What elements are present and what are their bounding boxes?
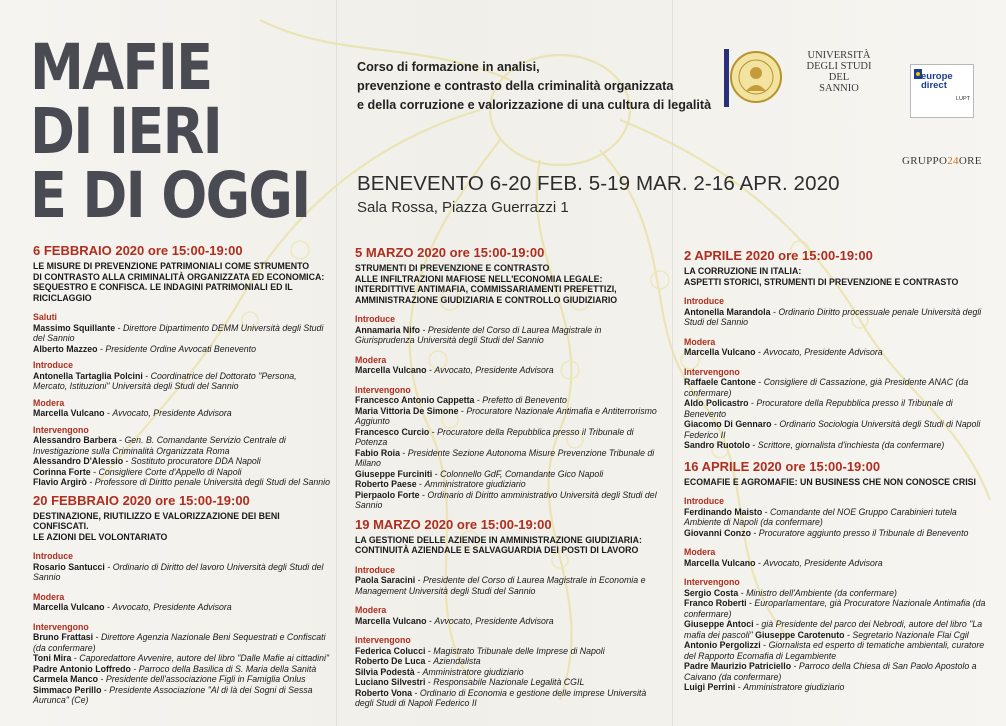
section-label: Intervengono bbox=[355, 384, 411, 395]
speaker: Roberto Vona - Ordinario di Economia e gestione delle imprese Università degli Studi di Napoli Federico II bbox=[355, 687, 647, 708]
speaker-role: Presidente Sezione Autonoma Misure Prevenzione Tribunale di Milano bbox=[355, 447, 655, 468]
topic-line: LE MISURE DI PREVENZIONE PATRIMONIALI COME STRUMENTO bbox=[33, 261, 310, 271]
session-date: 2 APRILE 2020 ore 15:00-19:00 bbox=[684, 248, 873, 263]
speaker-name: Aldo Policastro bbox=[684, 398, 749, 408]
speaker: Luigi Perrini - Amministratore giudiziario bbox=[684, 682, 845, 692]
speaker-name: Antonella Marandola bbox=[684, 306, 771, 317]
speaker-role: Parroco della Chiesa di San Paolo Apostolo a Caivano (da confermare) bbox=[684, 661, 977, 682]
speaker-name: Antonella Tartaglia Polcini bbox=[33, 370, 143, 381]
fold-line bbox=[336, 0, 337, 726]
session-date: 6 FEBBRAIO 2020 ore 15:00-19:00 bbox=[33, 243, 243, 258]
speaker-role: Avvocato, Presidente Advisora bbox=[112, 602, 232, 612]
speaker-role: Comandante del NOE Gruppo Carabinieri tutela Ambiente di Napoli (da confermare) bbox=[684, 506, 957, 527]
speaker-name: Roberto Vona bbox=[355, 687, 413, 698]
session-topic bbox=[684, 266, 989, 287]
speaker-name: Annamaria Nifo bbox=[355, 324, 421, 335]
speaker: Giuseppe Antoci - già Presidente del parco dei Nebrodi, autore del libro "La mafia dei pascoli" Giuseppe Carotenuto - Segretario Nazionale Flai Cgil bbox=[684, 619, 983, 640]
speaker-name: Roberto Paese bbox=[355, 479, 417, 489]
program-column-2 bbox=[355, 245, 660, 709]
speaker-name: Franco Roberti bbox=[684, 598, 747, 608]
speaker-role: Ordinario di Diritto del lavoro Università degli Studi del Sannio bbox=[33, 561, 324, 582]
speaker: Massimo Squillante - Direttore Dipartimento DEMM Università degli Studi del Sannio bbox=[33, 322, 324, 343]
speaker-name: Silvia Podestà bbox=[355, 666, 415, 677]
speaker: Antonio Pergolizzi - Giornalista ed esperto di tematiche ambientali, curatore del Rapporto Ecomafia di Legambiente bbox=[684, 640, 985, 661]
speaker: Marcella Vulcano - Avvocato, Presidente Advisora bbox=[33, 408, 232, 418]
session-5-mar bbox=[355, 245, 660, 511]
speaker: Marcella Vulcano - Avvocato, Presidente Advisora bbox=[684, 557, 883, 568]
section-label: Modera bbox=[33, 397, 65, 408]
speaker: Francesco Curcio - Procuratore della Repubblica presso il Tribunale di Potenza bbox=[355, 426, 634, 447]
speaker: Roberto De Luca - Aziendalista bbox=[355, 656, 481, 666]
speaker: Bruno Frattasi - Direttore Agenzia Nazionale Beni Sequestrati e Confiscati (da confermare) bbox=[33, 632, 326, 653]
speaker-role: Avvocato, Presidente Advisora bbox=[434, 365, 554, 375]
session-topic bbox=[355, 535, 660, 556]
speaker-name: Maria Vittoria De Simone bbox=[355, 405, 459, 416]
speaker-role: Aziendalista bbox=[433, 656, 481, 666]
speaker: Marcella Vulcano - Avvocato, Presidente Advisora bbox=[355, 615, 554, 626]
speaker-name: Corinna Forte bbox=[33, 466, 91, 477]
topic-line: ALLE INFILTRAZIONI MAFIOSE NELL'ECONOMIA LEGALE: bbox=[355, 273, 603, 284]
speaker-name: Alessandro Barbera bbox=[33, 435, 117, 445]
speaker: Corinna Forte - Consigliere Corte d'Appello di Napoli bbox=[33, 466, 242, 477]
speaker-name: Sergio Costa bbox=[684, 587, 739, 598]
section-label: Modera bbox=[684, 547, 716, 557]
speaker-role: Scrittore, giornalista d'inchiesta (da confermare) bbox=[757, 440, 945, 450]
speaker: Roberto Paese - Amministratore giudiziario bbox=[355, 479, 526, 489]
speaker-name: Luigi Perrini bbox=[684, 682, 736, 692]
speaker-name: Marcella Vulcano bbox=[33, 602, 105, 612]
speaker-name: Giuseppe Carotenuto bbox=[755, 629, 845, 640]
topic-line: DESTINAZIONE, RIUTILIZZO E VALORIZZAZIONE DEI BENI CONFISCATI. bbox=[33, 510, 280, 531]
university-line: SANNIO bbox=[819, 83, 859, 94]
speaker-role: Presidente del Corso di Laurea Magistrale in Giurisprudenza Università degli Studi del Sannio bbox=[355, 324, 602, 345]
subtitle-line: Corso di formazione in analisi, bbox=[357, 60, 540, 74]
speaker-role: Procuratore della Repubblica presso il Tribunale di Potenza bbox=[355, 426, 634, 447]
speaker-role: Caporedattore Avvenire, autore del libro "Dalle Mafie ai cittadini" bbox=[79, 653, 330, 663]
university-line: DEL bbox=[828, 72, 850, 83]
speaker-role: Magistrato Tribunale delle Imprese di Napoli bbox=[433, 645, 605, 656]
speaker-name: Paola Saracini bbox=[355, 575, 416, 585]
speaker-name: Rosario Santucci bbox=[33, 561, 105, 572]
speaker-role: Amministratore giudiziario bbox=[424, 479, 526, 489]
speaker-name: Antonio Pergolizzi bbox=[684, 640, 761, 650]
speaker: Annamaria Nifo - Presidente del Corso di Laurea Magistrale in Giurisprudenza Università degli Studi del Sannio bbox=[355, 324, 602, 345]
subtitle-line: e della corruzione e valorizzazione di una cultura di legalità bbox=[357, 98, 712, 112]
speaker: Marcella Vulcano - Avvocato, Presidente Advisora bbox=[355, 365, 554, 375]
session-date: 16 APRILE 2020 ore 15:00-19:00 bbox=[684, 458, 881, 474]
topic-line: SEQUESTRO E CONFISCA. LE INDAGINI PATRIMONIALI ED IL RICICLAGGIO bbox=[33, 282, 293, 303]
university-line: UNIVERSITÀ bbox=[807, 50, 871, 61]
speaker-role: Responsabile Nazionale Legalità CGIL bbox=[433, 677, 585, 687]
speaker-role: Procuratore aggiunto presso il Tribunale di Benevento bbox=[758, 527, 969, 538]
session-date: 20 FEBBRAIO 2020 ore 15:00-19:00 bbox=[33, 492, 250, 508]
speaker: Federica Colucci - Magistrato Tribunale delle Imprese di Napoli bbox=[355, 645, 605, 656]
event-venue: Sala Rossa, Piazza Guerrazzi 1 bbox=[357, 199, 569, 216]
speaker-role: Ordinario Sociologia Università degli Studi di Napoli Federico II bbox=[684, 419, 981, 440]
speaker: Sandro Ruotolo - Scrittore, giornalista d'inchiesta (da confermare) bbox=[684, 440, 945, 450]
program-column-1 bbox=[33, 243, 333, 706]
speaker: Alberto Mazzeo - Presidente Ordine Avvocati Benevento bbox=[33, 343, 256, 354]
section-label: Intervengono bbox=[33, 424, 89, 435]
speaker: Simmaco Perillo - Presidente Associazione "Al di là dei Sogni di Sessa Aurunca" (Ce) bbox=[33, 684, 313, 705]
speaker: Padre Maurizio Patriciello - Parroco della Chiesa di San Paolo Apostolo a Caivano (da confermare) bbox=[684, 661, 977, 682]
speaker-name: Marcella Vulcano bbox=[355, 365, 427, 375]
speaker-name: Sandro Ruotolo bbox=[684, 440, 750, 450]
speaker: Francesco Antonio Cappetta - Prefetto di Benevento bbox=[355, 395, 567, 405]
speaker-role: Professore di Diritto penale Università degli Studi del Sannio bbox=[94, 477, 330, 487]
speaker-name: Giuseppe Furciniti bbox=[355, 468, 433, 479]
gruppo-text: GRUPPO bbox=[902, 155, 948, 167]
speaker: Alessandro Barbera - Gen. B. Comandante Servizio Centrale di Investigazione sulla Criminalità Organizzata Roma bbox=[33, 435, 286, 456]
speaker-name: Toni Mira bbox=[33, 653, 72, 663]
speaker-role: Presidente dell'associazione Figli in Famiglia Onlus bbox=[105, 674, 306, 684]
speaker: Franco Roberti - Europarlamentare, già Procuratore Nazionale Antimafia (da confermare) bbox=[684, 598, 986, 619]
subtitle-line: prevenzione e contrasto della criminalità organizzata bbox=[357, 79, 674, 93]
speaker-role: Presidente Associazione "Al di là dei Sogni di Sessa Aurunca" (Ce) bbox=[33, 684, 313, 705]
speaker: Giacomo Di Gennaro - Ordinario Sociologia Università degli Studi di Napoli Federico II bbox=[684, 419, 981, 440]
speaker-name: Marcella Vulcano bbox=[684, 347, 756, 357]
title-line: MAFIE bbox=[30, 31, 212, 104]
speaker-name: Raffaele Cantone bbox=[684, 377, 756, 387]
speaker: Alessandro D'Alessio - Sostituto procuratore DDA Napoli bbox=[33, 456, 261, 466]
topic-line: LE AZIONI DEL VOLONTARIATO bbox=[33, 531, 168, 542]
topic-line: LA GESTIONE DELLE AZIENDE IN AMMINISTRAZIONE GIUDIZIARIA: bbox=[355, 534, 642, 545]
speaker-name: Flavio Argirò bbox=[33, 477, 87, 487]
session-date: 19 MARZO 2020 ore 15:00-19:00 bbox=[355, 516, 552, 532]
topic-line: INTERDITTIVE ANTIMAFIA, COMMISSARIAMENTI PREFETTIZI, bbox=[355, 284, 617, 294]
speaker-role: Consigliere di Cassazione, già Presidente ANAC (da confermare) bbox=[684, 377, 969, 398]
speaker: Giovanni Conzo - Procuratore aggiunto presso il Tribunale di Benevento bbox=[684, 527, 969, 538]
speaker-role: Segretario Nazionale Flai Cgil bbox=[852, 629, 969, 640]
section-label: Introduce bbox=[684, 296, 725, 306]
speaker-name: Federica Colucci bbox=[355, 645, 426, 656]
section-label: Saluti bbox=[33, 312, 57, 322]
speaker-role: Avvocato, Presidente Advisora bbox=[112, 408, 232, 418]
speaker: Paola Saracini - Presidente del Corso di Laurea Magistrale in Economia e Management Università degli Studi del Sannio bbox=[355, 575, 646, 596]
topic-line: CONTINUITÀ AZIENDALE E SALVAGUARDIA DEI POSTI DI LAVORO bbox=[355, 545, 639, 555]
section-label: Introduce bbox=[355, 314, 396, 324]
speaker-role: Avvocato, Presidente Advisora bbox=[763, 347, 883, 357]
speaker-name: Massimo Squillante bbox=[33, 322, 116, 333]
speaker-role: Ministro dell'Ambiente (da confermare) bbox=[746, 587, 897, 598]
speaker-role: Amministratore giudiziario bbox=[422, 666, 524, 677]
session-date: 5 MARZO 2020 ore 15:00-19:00 bbox=[355, 245, 545, 260]
section-label: Introduce bbox=[355, 564, 396, 575]
speaker: Carmela Manco - Presidente dell'associazione Figli in Famiglia Onlus bbox=[33, 674, 306, 684]
speaker-name: Giacomo Di Gennaro bbox=[684, 419, 772, 429]
speaker: Sergio Costa - Ministro dell'Ambiente (da confermare) bbox=[684, 587, 897, 598]
event-dates: BENEVENTO 6-20 FEB. 5-19 MAR. 2-16 APR. 2020 bbox=[357, 172, 840, 195]
speaker-name: Giovanni Conzo bbox=[684, 527, 751, 538]
session-topic bbox=[33, 511, 333, 543]
speaker-role: Procuratore Nazionale Antimafia e Antiterrorismo Aggiunto bbox=[355, 405, 657, 426]
title-line: E DI OGGI bbox=[30, 159, 310, 232]
speaker: Fabio Roia - Presidente Sezione Autonoma Misure Prevenzione Tribunale di Milano bbox=[355, 447, 655, 468]
speaker: Flavio Argirò - Professore di Diritto penale Università degli Studi del Sannio bbox=[33, 477, 330, 487]
speaker-name: Alberto Mazzeo bbox=[33, 343, 98, 354]
europe-direct-tag: LUPT bbox=[956, 96, 971, 102]
session-19-mar bbox=[355, 517, 660, 709]
speaker-role: Ordinario di Economia e gestione delle imprese Università degli Studi di Napoli Federico II bbox=[355, 687, 647, 708]
europe-direct-line: direct bbox=[921, 80, 947, 91]
session-topic bbox=[355, 263, 660, 305]
speaker-role: Amministratore giudiziario bbox=[743, 682, 845, 692]
speaker: Marcella Vulcano - Avvocato, Presidente Advisora bbox=[33, 602, 232, 612]
speaker-name: Marcella Vulcano bbox=[355, 615, 427, 626]
speaker-name: Padre Antonio Loffredo bbox=[33, 663, 131, 674]
section-label: Intervengono bbox=[33, 621, 89, 632]
speaker: Ferdinando Maisto - Comandante del NOE Gruppo Carabinieri tutela Ambiente di Napoli (da confermare) bbox=[684, 506, 957, 527]
topic-line: STRUMENTI DI PREVENZIONE E CONTRASTO bbox=[355, 263, 550, 273]
session-topic bbox=[33, 261, 333, 303]
section-label: Introduce bbox=[684, 496, 725, 506]
speaker-role: Presidente Ordine Avvocati Benevento bbox=[105, 343, 256, 354]
gruppo24ore-logo bbox=[902, 155, 982, 167]
speaker-name: Simmaco Perillo bbox=[33, 684, 102, 695]
speaker-role: Procuratore della Repubblica presso il Tribunale di Benevento bbox=[684, 398, 953, 419]
university-name bbox=[800, 50, 878, 94]
topic-line: AMMINISTRAZIONE GIUDIZIARIA E CONTROLLO GIUDIZIARIO bbox=[355, 294, 618, 305]
speaker-name: Fabio Roia bbox=[355, 447, 400, 458]
speaker-role: Prefetto di Benevento bbox=[482, 395, 567, 405]
speaker-role: Consigliere Corte d'Appello di Napoli bbox=[98, 466, 242, 477]
section-label: Modera bbox=[355, 354, 387, 365]
speaker-role: Colonnello GdF, Comandante Gico Napoli bbox=[440, 468, 604, 479]
speaker-name: Ferdinando Maisto bbox=[684, 506, 763, 517]
section-label: Intervengono bbox=[355, 635, 411, 645]
speaker-name: Pierpaolo Forte bbox=[355, 489, 420, 500]
topic-line: DI CONTRASTO ALLA CRIMINALITÀ ORGANIZZATA ED ECONOMICA: bbox=[33, 271, 325, 282]
speaker-name: Francesco Curcio bbox=[355, 426, 430, 437]
speaker-role: Giornalista ed esperto di tematiche ambientali, curatore del Rapporto Ecomafia di Legambiente bbox=[684, 640, 985, 661]
speaker: Raffaele Cantone - Consigliere di Cassazione, già Presidente ANAC (da confermare) bbox=[684, 377, 969, 398]
session-2-apr bbox=[684, 248, 989, 451]
speaker-role: Avvocato, Presidente Advisora bbox=[434, 615, 554, 626]
speaker-role: Direttore Dipartimento DEMM Università degli Studi del Sannio bbox=[33, 322, 324, 343]
speaker: Luciano Silvestri - Responsabile Nazionale Legalità CGIL bbox=[355, 677, 585, 687]
session-6-feb bbox=[33, 243, 333, 488]
speaker-role: Presidente del Corso di Laurea Magistrale in Economia e Management Università degli Studi del Sannio bbox=[355, 575, 646, 596]
speaker-name: Marcella Vulcano bbox=[684, 557, 756, 568]
europe-direct-text bbox=[921, 72, 953, 90]
speaker: Aldo Policastro - Procuratore della Repubblica presso il Tribunale di Benevento bbox=[684, 398, 953, 419]
speaker: Rosario Santucci - Ordinario di Diritto del lavoro Università degli Studi del Sannio bbox=[33, 561, 324, 582]
speaker-role: Europarlamentare, già Procuratore Nazionale Antimafia (da confermare) bbox=[684, 598, 986, 619]
speaker: Antonella Marandola - Ordinario Diritto processuale penale Università degli Studi del Sannio bbox=[684, 306, 982, 327]
speaker: Padre Antonio Loffredo - Parroco della Basilica di S. Maria della Sanità bbox=[33, 663, 317, 674]
speaker-name: Giuseppe Antoci bbox=[684, 619, 754, 629]
session-topic bbox=[684, 477, 989, 488]
speaker-name: Luciano Silvestri bbox=[355, 677, 426, 687]
speaker-name: Bruno Frattasi bbox=[33, 632, 94, 642]
section-label: Modera bbox=[355, 605, 387, 615]
speaker-role: Ordinario di Diritto amministrativo Università degli Studi del Sannio bbox=[355, 489, 657, 510]
title-line: DI IERI bbox=[30, 95, 222, 168]
speaker-role: Gen. B. Comandante Servizio Centrale di Investigazione sulla Criminalità Organizzata Roma bbox=[33, 435, 286, 456]
speaker-role: Direttore Agenzia Nazionale Beni Sequestrati e Confiscati (da confermare) bbox=[33, 632, 326, 653]
speaker-role: Sostituto procuratore DDA Napoli bbox=[130, 456, 261, 466]
speaker: Marcella Vulcano - Avvocato, Presidente Advisora bbox=[684, 347, 883, 357]
program-column-3 bbox=[684, 248, 989, 693]
course-subtitle bbox=[357, 58, 711, 115]
section-label: Introduce bbox=[33, 551, 74, 561]
speaker: Maria Vittoria De Simone - Procuratore Nazionale Antimafia e Antiterrorismo Aggiunto bbox=[355, 405, 657, 426]
speaker-name: Padre Maurizio Patriciello bbox=[684, 661, 792, 671]
europe-direct-line: europe bbox=[921, 71, 953, 82]
topic-line: ECOMAFIE E AGROMAFIE: UN BUSINESS CHE NON CONOSCE CRISI bbox=[684, 476, 976, 487]
section-label: Introduce bbox=[33, 360, 74, 370]
speaker-name: Alessandro D'Alessio bbox=[33, 456, 124, 466]
gruppo-number: 24 bbox=[947, 155, 959, 167]
university-line: DEGLI STUDI bbox=[806, 61, 872, 72]
section-label: Intervengono bbox=[684, 366, 740, 377]
gruppo-text: ORE bbox=[958, 155, 982, 167]
topic-line: ASPETTI STORICI, STRUMENTI DI PREVENZIONE E CONTRASTO bbox=[684, 276, 959, 287]
session-20-feb bbox=[33, 493, 333, 706]
topic-line: LA CORRUZIONE IN ITALIA: bbox=[684, 266, 802, 276]
speaker-name: Marcella Vulcano bbox=[33, 408, 105, 418]
speaker: Giuseppe Furciniti - Colonnello GdF, Comandante Gico Napoli bbox=[355, 468, 604, 479]
speaker: Toni Mira - Caporedattore Avvenire, autore del libro "Dalle Mafie ai cittadini" bbox=[33, 653, 330, 663]
speaker-name: Carmela Manco bbox=[33, 674, 99, 684]
speaker-role: Avvocato, Presidente Advisora bbox=[763, 557, 883, 568]
section-label: Modera bbox=[684, 336, 716, 347]
speaker-name: Francesco Antonio Cappetta bbox=[355, 395, 475, 405]
section-label: Intervengono bbox=[684, 577, 740, 587]
speaker: Pierpaolo Forte - Ordinario di Diritto amministrativo Università degli Studi del Sannio bbox=[355, 489, 657, 510]
speaker-name: Roberto De Luca bbox=[355, 656, 426, 666]
speaker: Silvia Podestà - Amministratore giudiziario bbox=[355, 666, 524, 677]
section-label: Modera bbox=[33, 591, 65, 602]
university-seal-logo bbox=[724, 47, 782, 109]
speaker-role: Parroco della Basilica di S. Maria della Sanità bbox=[138, 663, 317, 674]
speaker: Antonella Tartaglia Polcini - Coordinatrice del Dottorato "Persona, Mercato, Istituzioni" Università degli Studi del Sannio bbox=[33, 370, 297, 391]
speaker-role: Coordinatrice del Dottorato "Persona, Mercato, Istituzioni" Università degli Studi del Sannio bbox=[33, 370, 297, 391]
poster-title bbox=[30, 31, 310, 232]
speaker-role: Ordinario Diritto processuale penale Università degli Studi del Sannio bbox=[684, 306, 982, 327]
speaker-role: già Presidente del parco dei Nebrodi, autore del libro "La mafia dei pascoli" bbox=[684, 619, 983, 640]
session-16-apr bbox=[684, 459, 989, 693]
